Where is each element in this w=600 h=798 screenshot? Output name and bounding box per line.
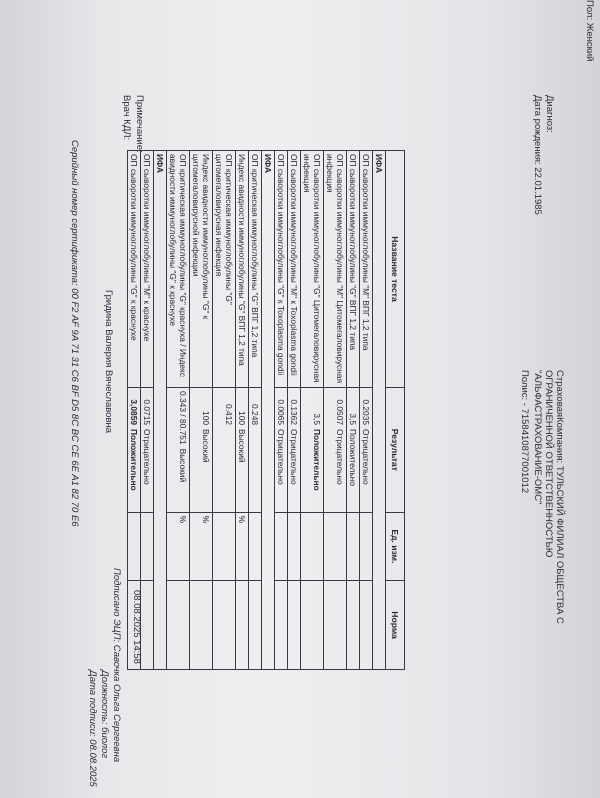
table-row: ОП критическая иммуноглобулины "G" ВПГ 1,2 типа 0.248	[249, 151, 262, 670]
signature-date: Дата подписи: 08.08.2025	[87, 670, 98, 787]
doctor-label: Врач КДЛ:	[121, 95, 132, 141]
section-row: ИФА	[154, 151, 167, 670]
table-row: ОП сыворотки иммуноглобулины "G" к Toxoplasma gondii 0.0065Отрицательно	[275, 151, 288, 670]
signer-position: Должность: биолог	[99, 670, 110, 759]
col-norm: Норма	[386, 581, 405, 670]
table-row: ОП сыворотки иммуноглобулины "G" ВПГ 1,2 типа 3,5Положительно	[347, 151, 360, 670]
table-row: ОП сыворотки иммуноглобулины "М" к краснухе 0.0715Отрицательно	[141, 151, 154, 670]
section-row: ИФА	[262, 151, 275, 670]
doctor-name: Гридина Валерия Вячеславовна	[103, 290, 114, 434]
report-datetime: 08.08.2025 14:58	[131, 590, 142, 664]
signature-line: Подписано ЭЦП: Савочка Ольга Сергеевна	[111, 568, 122, 763]
section-row: ИФА	[373, 151, 386, 670]
insurer-line-3: "АЛЬФАСТРАХОВАНИЕ-ОМС"	[532, 370, 543, 505]
col-unit: Ед. изм.	[386, 512, 405, 580]
patient-sex: Пол: Женский	[584, 0, 595, 62]
diagnosis-label: Диагноз:	[544, 95, 555, 133]
policy-number: Полис: - 7158410877001012	[519, 370, 530, 494]
table-row: ОП критическая иммуноглобулины "G" цитомегаловирусная инфекция 0.412	[213, 151, 236, 670]
birth-date: Дата рождения: 22.01.1985	[532, 95, 543, 215]
note-label: Примечание:	[134, 95, 145, 153]
table-row: ОП сыворотки иммуноглобулины "М" Цитомегаловирусная инфекция 0.0507Отрицательно	[324, 151, 347, 670]
certificate-serial: Серийный номер сертификата: 00 F2 AF 9A 71 31 C6 BF D5 8C BC CE 6E A1 82 70 E6	[69, 140, 80, 527]
table-row: ОП сыворотки иммуноглобулины "G" к краснухе 3,0859Положительно	[128, 151, 141, 670]
table-row: Индекс авидности иммуноглобулины "G" к цитомегаловирусной инфекции 100Высокий %	[190, 151, 213, 670]
table-row: ОП сыворотки иммуноглобулины "М" к Toxoplasma gondii 0.1362Отрицательно	[288, 151, 301, 670]
results-table	[127, 150, 405, 670]
col-test-name: Название теста	[386, 151, 405, 388]
table-row: ОП сыворотки иммуноглобулины "М" ВПГ 1,2 типа 0.2035Отрицательно	[360, 151, 373, 670]
table-row: ОП сыворотки иммуноглобулины "G" Цитомегаловирусная инфекция 3,5Положительно	[301, 151, 324, 670]
insurer-line-1: СтраховаяКомпания: ТУЛЬСКИЙ ФИЛИАЛ ОБЩЕСТВА С	[554, 370, 565, 624]
table-header-row	[386, 151, 405, 670]
table-row: Индекс авидности иммуноглобулины "G" ВПГ 1,2 типа 100Высокий %	[236, 151, 249, 670]
table-row: ОП критическая иммуноглобулины "G" краснуха / Индекс авидности иммуноглобулины "G" к краснухе 0.343 / 80.751Высокий %	[167, 151, 190, 670]
col-result: Результат	[386, 388, 405, 513]
insurer-line-2: ОГРАНИЧЕННОЙ ОТВЕТСТВЕННОСТЬЮ	[543, 370, 554, 558]
